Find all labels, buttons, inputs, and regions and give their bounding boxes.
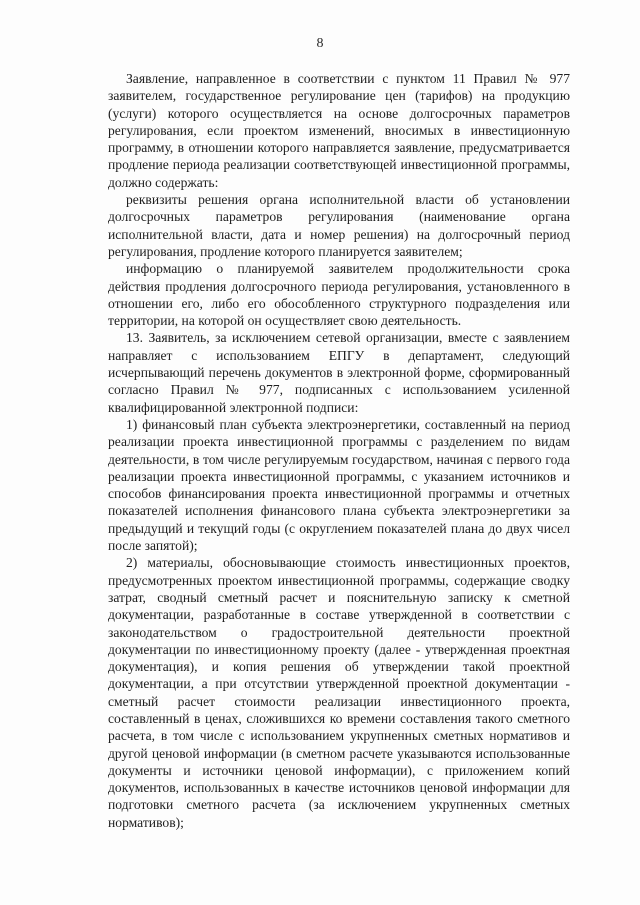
page-number: 8 (316, 36, 324, 51)
paragraph-financial-plan: 1) финансовый план субъекта электроэнергетики, составленный на период реализации проекта инвестиционной программы с разделением по видам деятельности, в том числе регулируемым государством, начиная с первого года реализации проекта инвестиционной программы, с указанием источников и способов финансирования проекта инвестиционной программы и отчетных показателей исполнения финансового плана субъекта электроэнергетики за предыдущий и текущий годы (с округлением показателей плана до двух чисел после запятой); (108, 416, 570, 554)
paragraph-application-content: Заявление, направленное в соответствии с пунктом 11 Правил № 977 заявителем, государственное регулирование цен (тарифов) на продукцию (услуги) которого осуществляется на основе долгосрочных параметров регулирования, если проектом изменений, вносимых в инвестиционную программу, в отношении которого направляется заявление, предусматривается продление периода реализации соответствующей инвестиционной программы, должно содержать: (108, 71, 570, 190)
paragraph-extension-duration: информацию о планируемой заявителем продолжительности срока действия продления долгосрочного периода регулирования, установленного в отношении его, либо его обособленного структурного подразделения или территории, на которой он осуществляет свою деятельность. (108, 261, 570, 329)
document-body (108, 70, 570, 831)
paragraph-item-13: 13. Заявитель, за исключением сетевой организации, вместе с заявлением направляет с использованием ЕПГУ в департамент, следующий исчерпывающий перечень документов в электронной форме, сформированный согласно Правил № 977, подписанных с использованием усиленной квалифицированной электронной подписи: (108, 330, 570, 415)
paragraph-cost-materials: 2) материалы, обосновывающие стоимость инвестиционных проектов, предусмотренных проектом инвестиционной программы, содержащие сводку затрат, сводный сметный расчет и пояснительную записку к сметной документации, разработанные в составе утвержденной в соответствии с законодательством о градостроительной деятельности проектной документации по инвестиционному проекту (далее - утвержденная проектная документация), и копия решения об утверждении такой проектной документации, а при отсутствии утвержденной проектной документации - сметный расчет стоимости реализации инвестиционного проекта, составленный в ценах, сложившихся ко времени составления такого сметного расчета, в том числе с использованием укрупненных сметных нормативов и другой ценовой информации (в сметном расчете указываются использованные документы и источники ценовой информации), с приложением копий документов, использованных в качестве источников ценовой информации для подготовки сметного расчета (за исключением укрупненных сметных нормативов); (108, 555, 570, 830)
paragraph-decision-details: реквизиты решения органа исполнительной власти об установлении долгосрочных параметров регулирования (наименование органа исполнительной власти, дата и номер решения) на долгосрочный период регулирования, продление которого планируется заявителем; (108, 192, 570, 259)
